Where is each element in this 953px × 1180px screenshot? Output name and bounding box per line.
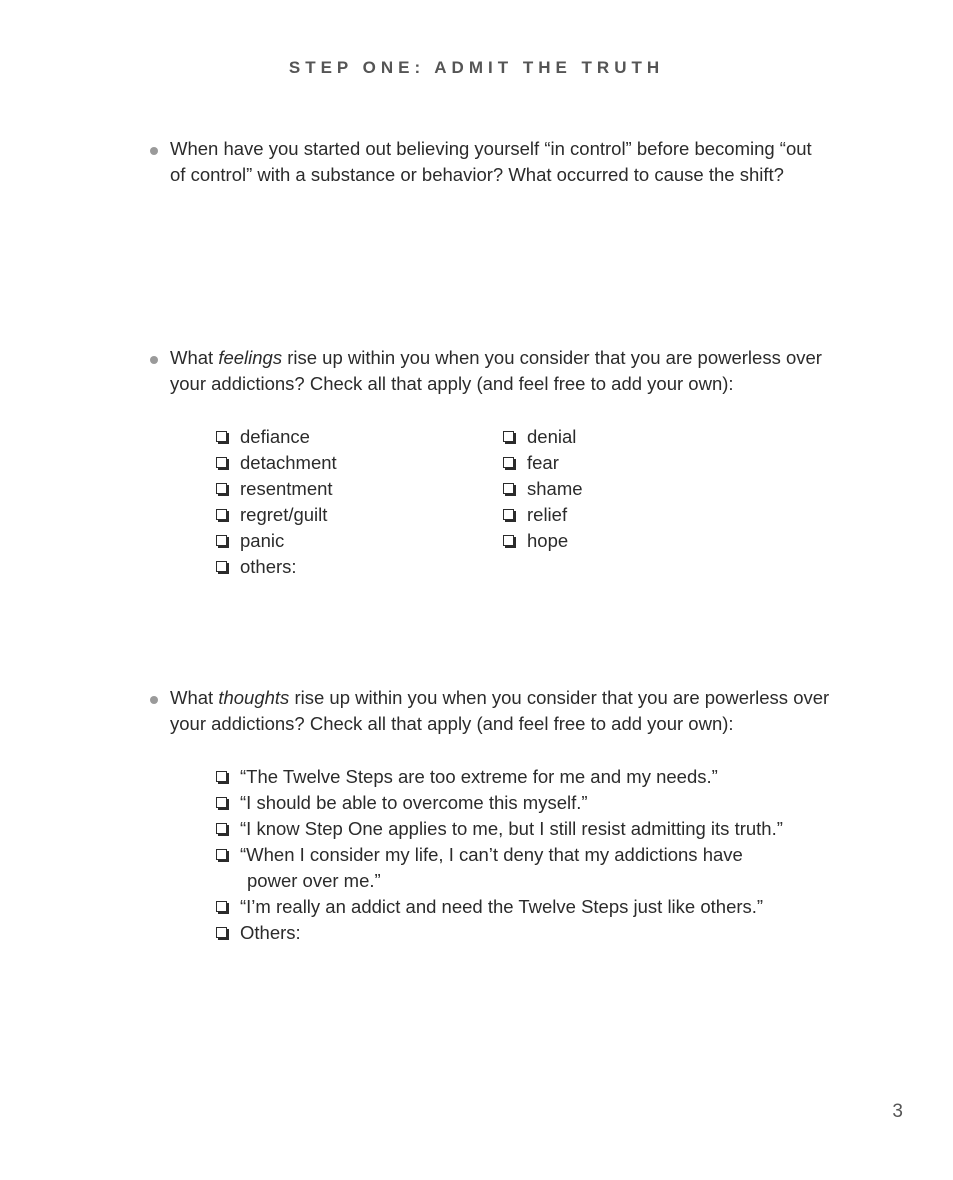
bullet-icon: [150, 356, 158, 364]
checklist-item-label: others:: [240, 556, 297, 577]
question-2-suffix: rise up within you when you consider that you are powerless over your addictions? Check all that apply (and feel free to add your own):: [170, 347, 822, 394]
question-3: [150, 685, 830, 737]
checkbox-icon[interactable]: [216, 823, 227, 834]
checklist-item-label: shame: [527, 478, 583, 499]
bullet-icon: [150, 147, 158, 155]
checklist-item-hope[interactable]: [503, 528, 583, 554]
checklist-item-label: “I should be able to overcome this myself.”: [240, 792, 588, 813]
checklist-item-label: fear: [527, 452, 559, 473]
checklist-item-label: “I know Step One applies to me, but I still resist admitting its truth.”: [240, 818, 783, 839]
checkbox-icon[interactable]: [503, 535, 514, 546]
question-1: [150, 136, 830, 188]
checklist-item-label: denial: [527, 426, 577, 447]
bullet-icon: [150, 696, 158, 704]
checkbox-icon[interactable]: [216, 561, 227, 572]
question-3-emphasis: thoughts: [218, 687, 290, 708]
checkbox-icon[interactable]: [216, 483, 227, 494]
checklist-item-denial[interactable]: [503, 424, 583, 450]
page-header: STEP ONE: ADMIT THE TRUTH: [288, 58, 665, 77]
checklist-item-thought-others[interactable]: [216, 920, 816, 946]
checklist-item-label: resentment: [240, 478, 333, 499]
checkbox-icon[interactable]: [503, 431, 514, 442]
question-2-prefix: What: [170, 347, 219, 368]
question-3-prefix: What: [170, 687, 219, 708]
checklist-item-panic[interactable]: [216, 528, 337, 554]
checklist-item-label: Others:: [240, 922, 301, 943]
checklist-item-label: panic: [240, 530, 285, 551]
checkbox-icon[interactable]: [216, 535, 227, 546]
checklist-item-label: “The Twelve Steps are too extreme for me and my needs.”: [240, 766, 718, 787]
feelings-checklist-left: [216, 424, 337, 580]
checklist-item-label: detachment: [240, 452, 337, 473]
checklist-item-label: “When I consider my life, I can’t deny that my addictions have: [240, 844, 743, 865]
checklist-item-label: regret/guilt: [240, 504, 328, 525]
checklist-item-detachment[interactable]: [216, 450, 337, 476]
checkbox-icon[interactable]: [216, 797, 227, 808]
checkbox-icon[interactable]: [216, 927, 227, 938]
checkbox-icon[interactable]: [503, 483, 514, 494]
checklist-item-continuation: power over me.”: [247, 870, 381, 891]
checklist-item-relief[interactable]: [503, 502, 583, 528]
checklist-item-thought-5[interactable]: [216, 894, 816, 920]
checklist-item-others[interactable]: [216, 554, 337, 580]
question-1-text: When have you started out believing yourself “in control” before becoming “out of control” with a substance or behavior? What occurred to cause the shift?: [170, 138, 812, 185]
checklist-item-regret-guilt[interactable]: [216, 502, 337, 528]
checklist-item-resentment[interactable]: [216, 476, 337, 502]
checklist-item-label: defiance: [240, 426, 310, 447]
question-3-text: [170, 685, 830, 737]
question-2-emphasis: feelings: [218, 347, 283, 368]
checklist-item-label: hope: [527, 530, 569, 551]
checkbox-icon[interactable]: [503, 509, 514, 520]
checkbox-icon[interactable]: [216, 901, 227, 912]
checklist-item-label: relief: [527, 504, 568, 525]
checkbox-icon[interactable]: [216, 457, 227, 468]
checklist-item-label: “I’m really an addict and need the Twelve Steps just like others.”: [240, 896, 764, 917]
checklist-item-thought-4[interactable]: [216, 842, 816, 894]
thoughts-checklist: [216, 764, 816, 946]
question-2: [150, 345, 830, 397]
checklist-item-defiance[interactable]: [216, 424, 337, 450]
checklist-item-fear[interactable]: [503, 450, 583, 476]
question-2-text: [170, 345, 830, 397]
checkbox-icon[interactable]: [216, 771, 227, 782]
checkbox-icon[interactable]: [216, 849, 227, 860]
checkbox-icon[interactable]: [503, 457, 514, 468]
checkbox-icon[interactable]: [216, 509, 227, 520]
checklist-item-thought-2[interactable]: [216, 790, 816, 816]
question-3-suffix: rise up within you when you consider that you are powerless over your addictions? Check all that apply (and feel free to add your own):: [170, 687, 830, 734]
checkbox-icon[interactable]: [216, 431, 227, 442]
checklist-item-thought-1[interactable]: [216, 764, 816, 790]
page-number: 3: [892, 1101, 903, 1122]
checklist-item-thought-3[interactable]: [216, 816, 816, 842]
checklist-item-shame[interactable]: [503, 476, 583, 502]
feelings-checklist-right: [503, 424, 583, 554]
